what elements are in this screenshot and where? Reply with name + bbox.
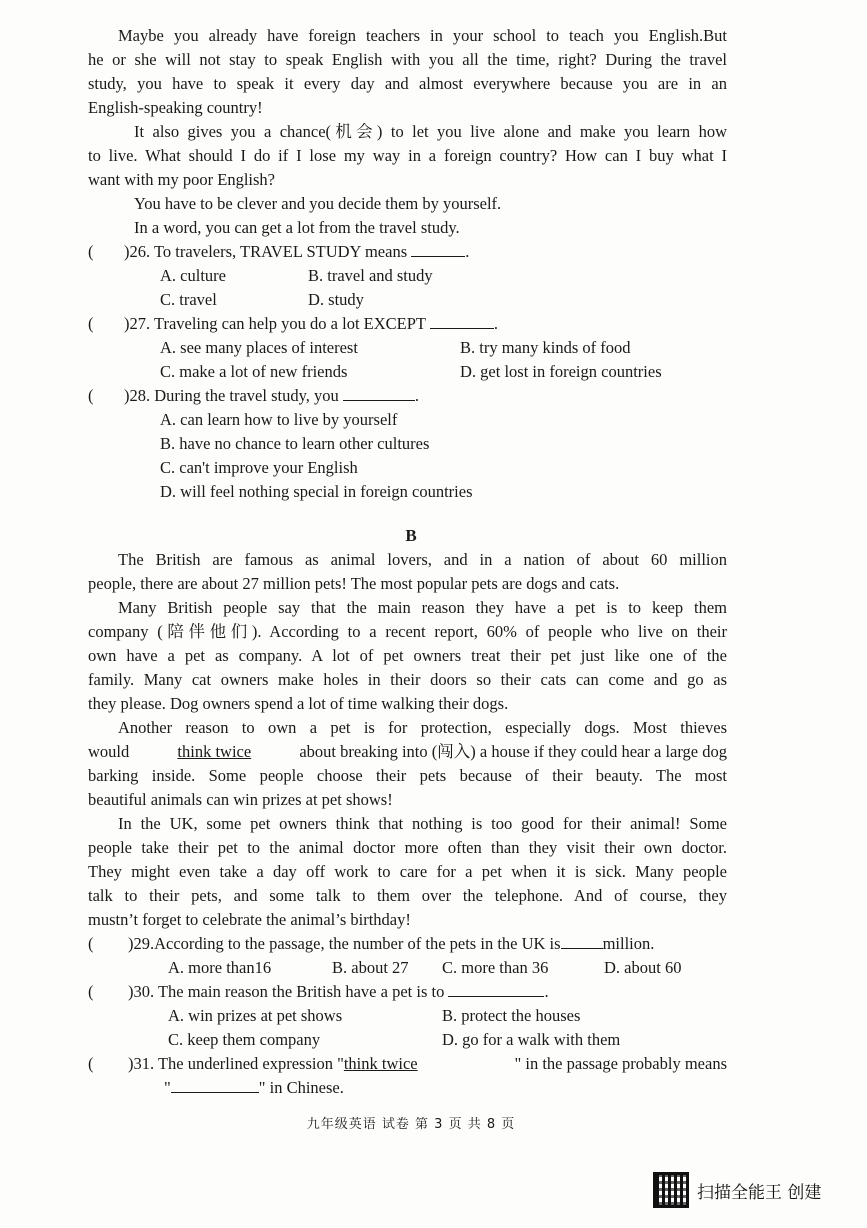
qr-code-icon bbox=[653, 1172, 689, 1208]
scanner-watermark bbox=[653, 1172, 821, 1208]
question-30: ( )30. The main reason the British have a pet is to . bbox=[88, 980, 727, 1004]
passage-b-line: They might even take a day off work to care for a pet when it is sick. Many people bbox=[88, 862, 727, 881]
option-d: D. about 60 bbox=[604, 958, 682, 977]
option-d: D. study bbox=[308, 290, 364, 309]
passage-b-line: talk to their pets, and some talk to them over the telephone. And of course, they bbox=[88, 886, 727, 905]
passage-b-line: beautiful animals can win prizes at pet shows! bbox=[88, 790, 393, 809]
answer-blank[interactable] bbox=[561, 934, 603, 949]
option-d: D. will feel nothing special in foreign countries bbox=[160, 482, 473, 501]
section-title: B bbox=[405, 526, 417, 545]
passage-a-line: to live. What should I do if I lose my way in a foreign country? How can I buy what I bbox=[88, 146, 727, 165]
answer-paren[interactable]: ( bbox=[88, 982, 94, 1001]
answer-blank[interactable] bbox=[343, 386, 415, 401]
answer-blank[interactable] bbox=[448, 982, 544, 997]
option-b: B. travel and study bbox=[308, 266, 433, 285]
passage-b-line: Another reason to own a pet is for protection, especially dogs. Most thieves bbox=[118, 718, 727, 737]
option-d: D. get lost in foreign countries bbox=[460, 362, 662, 381]
question-26: ( )26. To travelers, TRAVEL STUDY means . bbox=[88, 240, 727, 264]
option-b: B. try many kinds of food bbox=[460, 338, 631, 357]
passage-b-line: mustn’t forget to celebrate the animal’s birthday! bbox=[88, 910, 411, 929]
answer-paren[interactable]: ( bbox=[88, 314, 94, 333]
passage-b-line: The British are famous as animal lovers, and in a nation of about 60 million bbox=[118, 550, 727, 569]
passage-a-line: Maybe you already have foreign teachers in your school to teach you English.But bbox=[118, 26, 727, 45]
option-b: B. protect the houses bbox=[442, 1006, 581, 1025]
passage-a-line: In a word, you can get a lot from the travel study. bbox=[134, 218, 460, 237]
passage-b-line: people take their pet to the animal doctor more often than they visit their own doctor. bbox=[88, 838, 727, 857]
option-c: C. can't improve your English bbox=[160, 458, 358, 477]
passage-b-line: barking inside. Some people choose their pets because of their beauty. The most bbox=[88, 766, 727, 785]
option-d: D. go for a walk with them bbox=[442, 1030, 621, 1049]
passage-a-line: You have to be clever and you decide them by yourself. bbox=[134, 194, 502, 213]
passage-b-line: company (陪伴他们). According to a recent report, 60% of people who live on their bbox=[88, 622, 727, 641]
option-c: C. keep them company bbox=[168, 1030, 321, 1049]
answer-paren[interactable]: ( bbox=[88, 242, 94, 261]
passage-b-line: own have a pet as company. A lot of pet owners treat their pet just like one of the bbox=[88, 646, 727, 665]
option-a: A. more than16 bbox=[168, 958, 272, 977]
passage-b-line: Many British people say that the main reason they have a pet is to keep them bbox=[118, 598, 727, 617]
underlined-expression: think twice bbox=[177, 742, 252, 761]
passage-a-line: he or she will not stay to speak English with you all the time, right? During the travel bbox=[88, 50, 727, 69]
answer-paren[interactable]: ( bbox=[88, 386, 94, 405]
passage-b-line: people, there are about 27 million pets! The most popular pets are dogs and cats. bbox=[88, 574, 620, 593]
option-a: A. can learn how to live by yourself bbox=[160, 410, 398, 429]
watermark-text: 扫描全能王 创建 bbox=[697, 1182, 822, 1203]
question-31-line-2: " " in Chinese. bbox=[164, 1078, 344, 1097]
passage-a-line: English-speaking country! bbox=[88, 98, 263, 117]
passage-b-line: they please. Dog owners spend a lot of time walking their dogs. bbox=[88, 694, 509, 713]
underlined-expression: think twice bbox=[343, 1054, 418, 1073]
question-28: ( )28. During the travel study, you . bbox=[88, 384, 727, 408]
answer-blank[interactable] bbox=[171, 1078, 259, 1093]
option-a: A. see many places of interest bbox=[160, 338, 358, 357]
question-31: ( )31. The underlined expression "think twice " in the passage probably means bbox=[88, 1052, 727, 1076]
passage-b-line: In the UK, some pet owners think that nothing is too good for their animal! Some bbox=[118, 814, 727, 833]
answer-paren[interactable]: ( bbox=[88, 934, 94, 953]
answer-paren[interactable]: ( bbox=[88, 1054, 94, 1073]
question-27: ( )27. Traveling can help you do a lot EXCEPT . bbox=[88, 312, 727, 336]
option-c: C. make a lot of new friends bbox=[160, 362, 348, 381]
page-footer: 九年级英语 试卷 第 3 页 共 8 页 bbox=[306, 1117, 516, 1132]
passage-a-line: It also gives you a chance(机会) to let you live alone and make you learn how bbox=[134, 122, 727, 141]
passage-a-line: want with my poor English? bbox=[88, 170, 275, 189]
answer-blank[interactable] bbox=[430, 314, 494, 329]
passage-b-line: family. Many cat owners make holes in their doors so their cats can come and go as bbox=[88, 670, 727, 689]
option-a: A. culture bbox=[160, 266, 226, 285]
passage-a-line: study, you have to speak it every day and almost everywhere because you are in an bbox=[88, 74, 727, 93]
answer-blank[interactable] bbox=[411, 242, 465, 257]
option-b: B. have no chance to learn other cultures bbox=[160, 434, 430, 453]
option-c: C. more than 36 bbox=[442, 958, 549, 977]
option-b: B. about 27 bbox=[332, 958, 409, 977]
option-a: A. win prizes at pet shows bbox=[168, 1006, 343, 1025]
option-c: C. travel bbox=[160, 290, 217, 309]
passage-b-line: would think twice about breaking into (闯入) a house if they could hear a large dog bbox=[88, 740, 727, 764]
question-29: ( )29.According to the passage, the number of the pets in the UK is million. bbox=[88, 932, 727, 956]
